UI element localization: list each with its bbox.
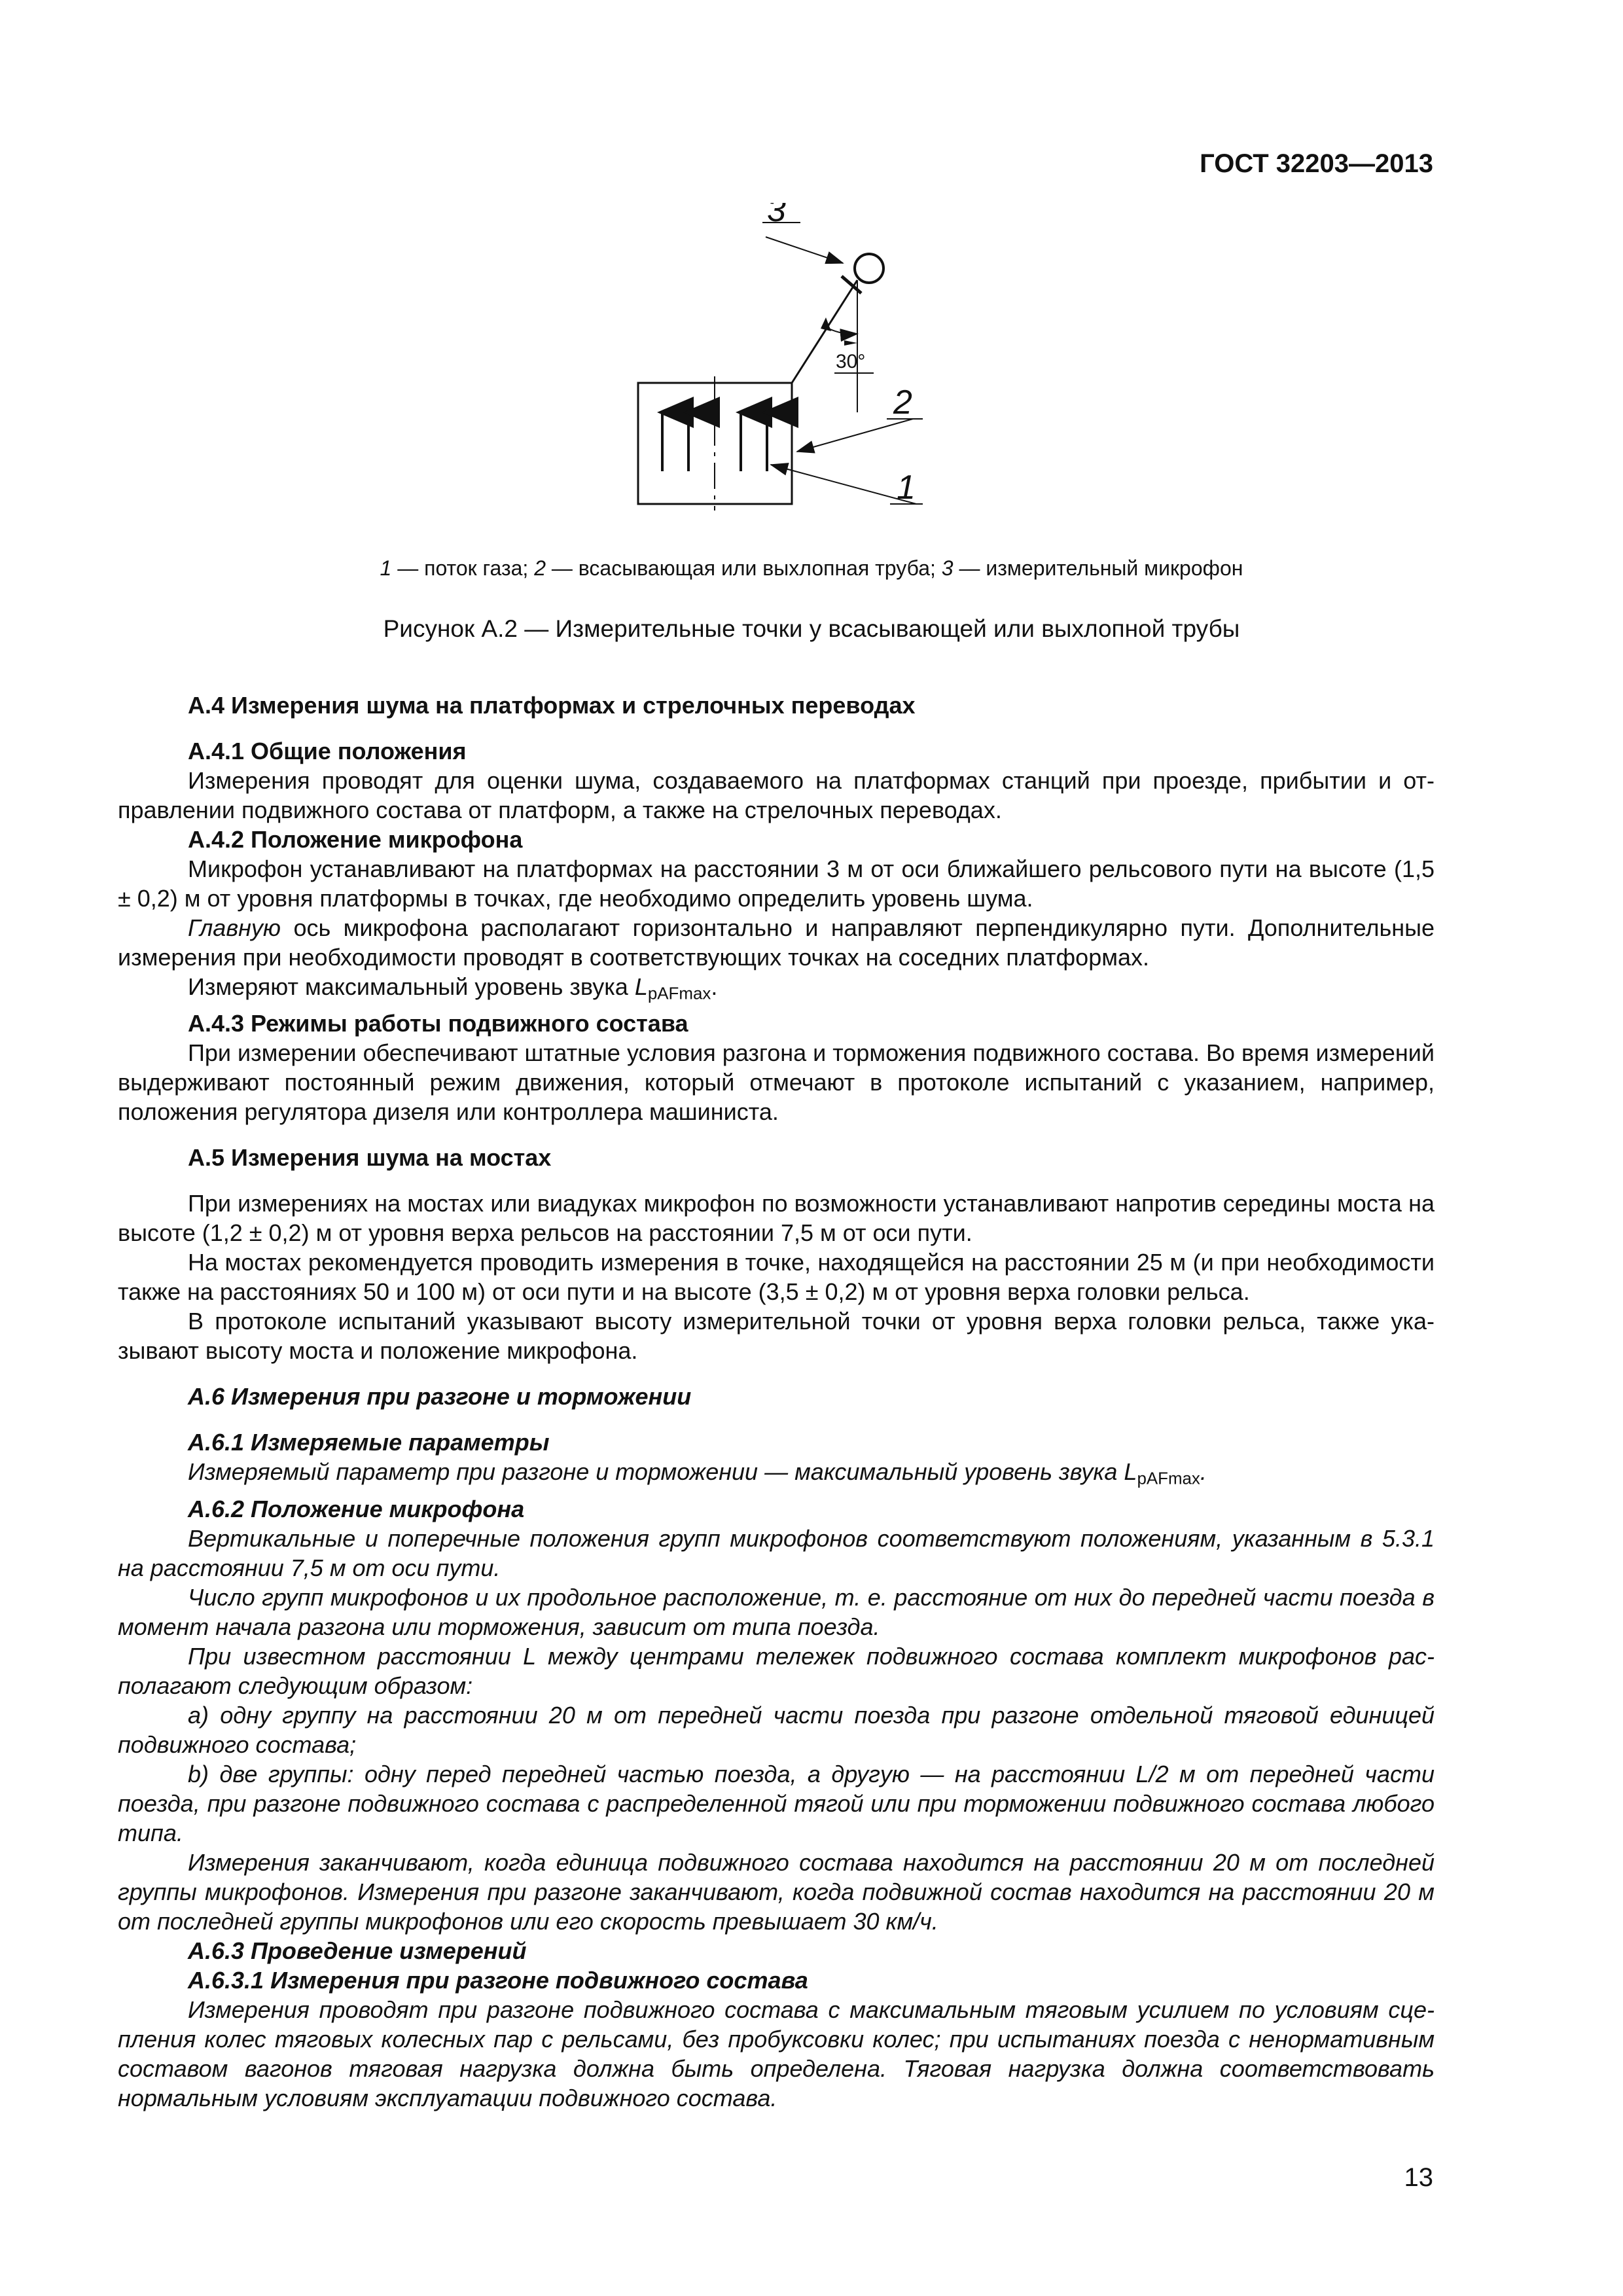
figure-a2-diagram [615,203,955,524]
section-heading: А.4 Измерения шума на платформах и стрелочных переводах [188,692,916,719]
legend-number-1: 1 [380,556,392,580]
list-item: b) две группы: одну перед передней частью поезда, а другую — на расстоянии L/2 м от передней части поезда, при разгоне подвижного состава с распределенной тягой или при торможении подвижного состава любого типа. [118,1760,1435,1846]
legend-text-3: — измерительный микрофон [953,556,1243,580]
label-2: 2 [893,384,912,422]
paragraph-text: Измеряемый параметр при разгоне и торможении — максимальный уровень звука [188,1458,1124,1486]
paragraph [118,1457,1435,1494]
paragraph: Измерения проводят при разгоне подвижного состава с максимальным тяговым усилием по условиям сцепления колес тяговых колесных пар с рельсами, без пробуксовки колес; при испытаниях поезда с ненормативным составом вагонов тяговая нагрузка должна быть определена. Тяговая нагрузка должна соответствовать нормальным условиям эксплуатации подвижного состава. [118,1996,1435,2111]
paragraph [118,972,1435,1009]
subsection-heading: А.6.3 Проведение измерений [188,1937,527,1964]
page-number: 13 [1404,2163,1433,2192]
legend-text-1: — поток газа; [391,556,535,580]
microphone-symbol [855,254,883,283]
punctuation: . [1200,1458,1207,1486]
legend-text-2: — всасывающая или выхлопная труба; [545,556,942,580]
label-1: 1 [897,469,916,507]
subsection-heading: А.6.1 Измеряемые параметры [188,1429,550,1456]
symbol-subscript: pAFmax [1137,1469,1200,1488]
subsection-heading: А.4.2 Положение микрофона [188,826,523,853]
symbol-variable: L [1124,1458,1137,1486]
paragraph-text: Измеряют максимальный уровень звука [188,973,635,1000]
subsection-heading: А.6.3.1 Измерения при разгоне подвижного состава [188,1966,808,1994]
paragraph: Вертикальные и поперечные положения групп микрофонов соответствуют положениям, указанным в 5.3.1 на расстоянии 7,5 м от оси пути. [118,1524,1435,1581]
paragraph: Микрофон устанавливают на платформах на расстоянии 3 м от оси ближайшего рельсового пути на высоте (1,5 ± 0,2) м от уровня платформы в точках, где необходимо определить уровень шума. [118,855,1435,912]
figure-legend [0,556,1623,581]
leader-line-2 [797,419,913,452]
document-header-id: ГОСТ 32203—2013 [1200,149,1433,178]
subsection-heading: А.6.2 Положение микрофона [188,1495,525,1522]
paragraph [118,913,1435,972]
paragraph: Измерения заканчивают, когда единица подвижного состава находится на расстоянии 20 м от последней группы микрофонов. Измерения при разгоне заканчивают, когда подвижной состав находится на расстоянии 20 м от последней группы микрофонов или его скорость превышает 30 км/ч. [118,1848,1435,1935]
list-item: a) одну группу на расстоянии 20 м от передней части поезда при разгоне отдельной тяговой единицей подвижного состава; [118,1701,1435,1758]
paragraph: При измерении обеспечивают штатные условия разгона и торможения подвижного состава. Во время измерений выдерживают постоянный режим движения, который отмечают в протоколе испытаний с указанием, например, положения регулятора дизеля или контроллера машиниста. [118,1039,1435,1126]
paragraph-text: ось микрофона располагают горизонтально и направляют перпендикулярно пути. Дополнительные измерения при необходимости проводят в соответствующих точках на соседних платформах. [118,914,1435,971]
section-heading: А.6 Измерения при разгоне и торможении [188,1383,692,1410]
label-3: 3 [767,203,786,229]
legend-number-3: 3 [941,556,954,580]
paragraph: Измерения проводят для оценки шума, создаваемого на платформах станций при проезде, прибытии и отправлении подвижного состава от платформ, а также на стрелочных переводах. [118,767,1435,823]
paragraph: Число групп микрофонов и их продольное расположение, т. е. расстояние от них до передней части поезда в момент начала разгона или торможения, зависит от типа поезда. [118,1583,1435,1640]
document-body [118,691,1435,2113]
subsection-heading: А.4.1 Общие положения [188,738,467,764]
paragraph: При измерениях на мостах или виадуках микрофон по возможности устанавливают напротив середины моста на высоте (1,2 ± 0,2) м от уровня верха рельсов на расстоянии 7,5 м от оси пути. [118,1190,1435,1247]
legend-number-2: 2 [534,556,546,580]
angle-label: 30° [836,351,866,372]
figure-caption: Рисунок А.2 — Измерительные точки у всасывающей или выхлопной трубы [383,615,1240,642]
symbol-variable: L [634,973,648,1000]
paragraph: В протоколе испытаний указывают высоту измерительной точки от уровня верха головки рельса, также указывают высоту моста и положение микрофона. [118,1308,1435,1365]
paragraph: На мостах рекомендуется проводить измерения в точке, находящейся на расстоянии 25 м (и при необходимости также на расстояниях 50 и 100 м) от оси пути и на высоте (3,5 ± 0,2) м от уровня верха головки рельса. [118,1249,1435,1306]
paragraph: При известном расстоянии L между центрами тележек подвижного состава комплект микрофонов располагают следующим образом: [118,1642,1435,1699]
punctuation: . [711,973,718,1000]
section-heading: А.5 Измерения шума на мостах [188,1144,552,1172]
leader-line-3 [766,237,843,263]
subsection-heading: А.4.3 Режимы работы подвижного состава [188,1010,688,1037]
symbol-subscript: pAFmax [647,984,711,1003]
measurement-points-diagram [615,203,955,524]
emphasis-text: Главную [188,914,281,941]
